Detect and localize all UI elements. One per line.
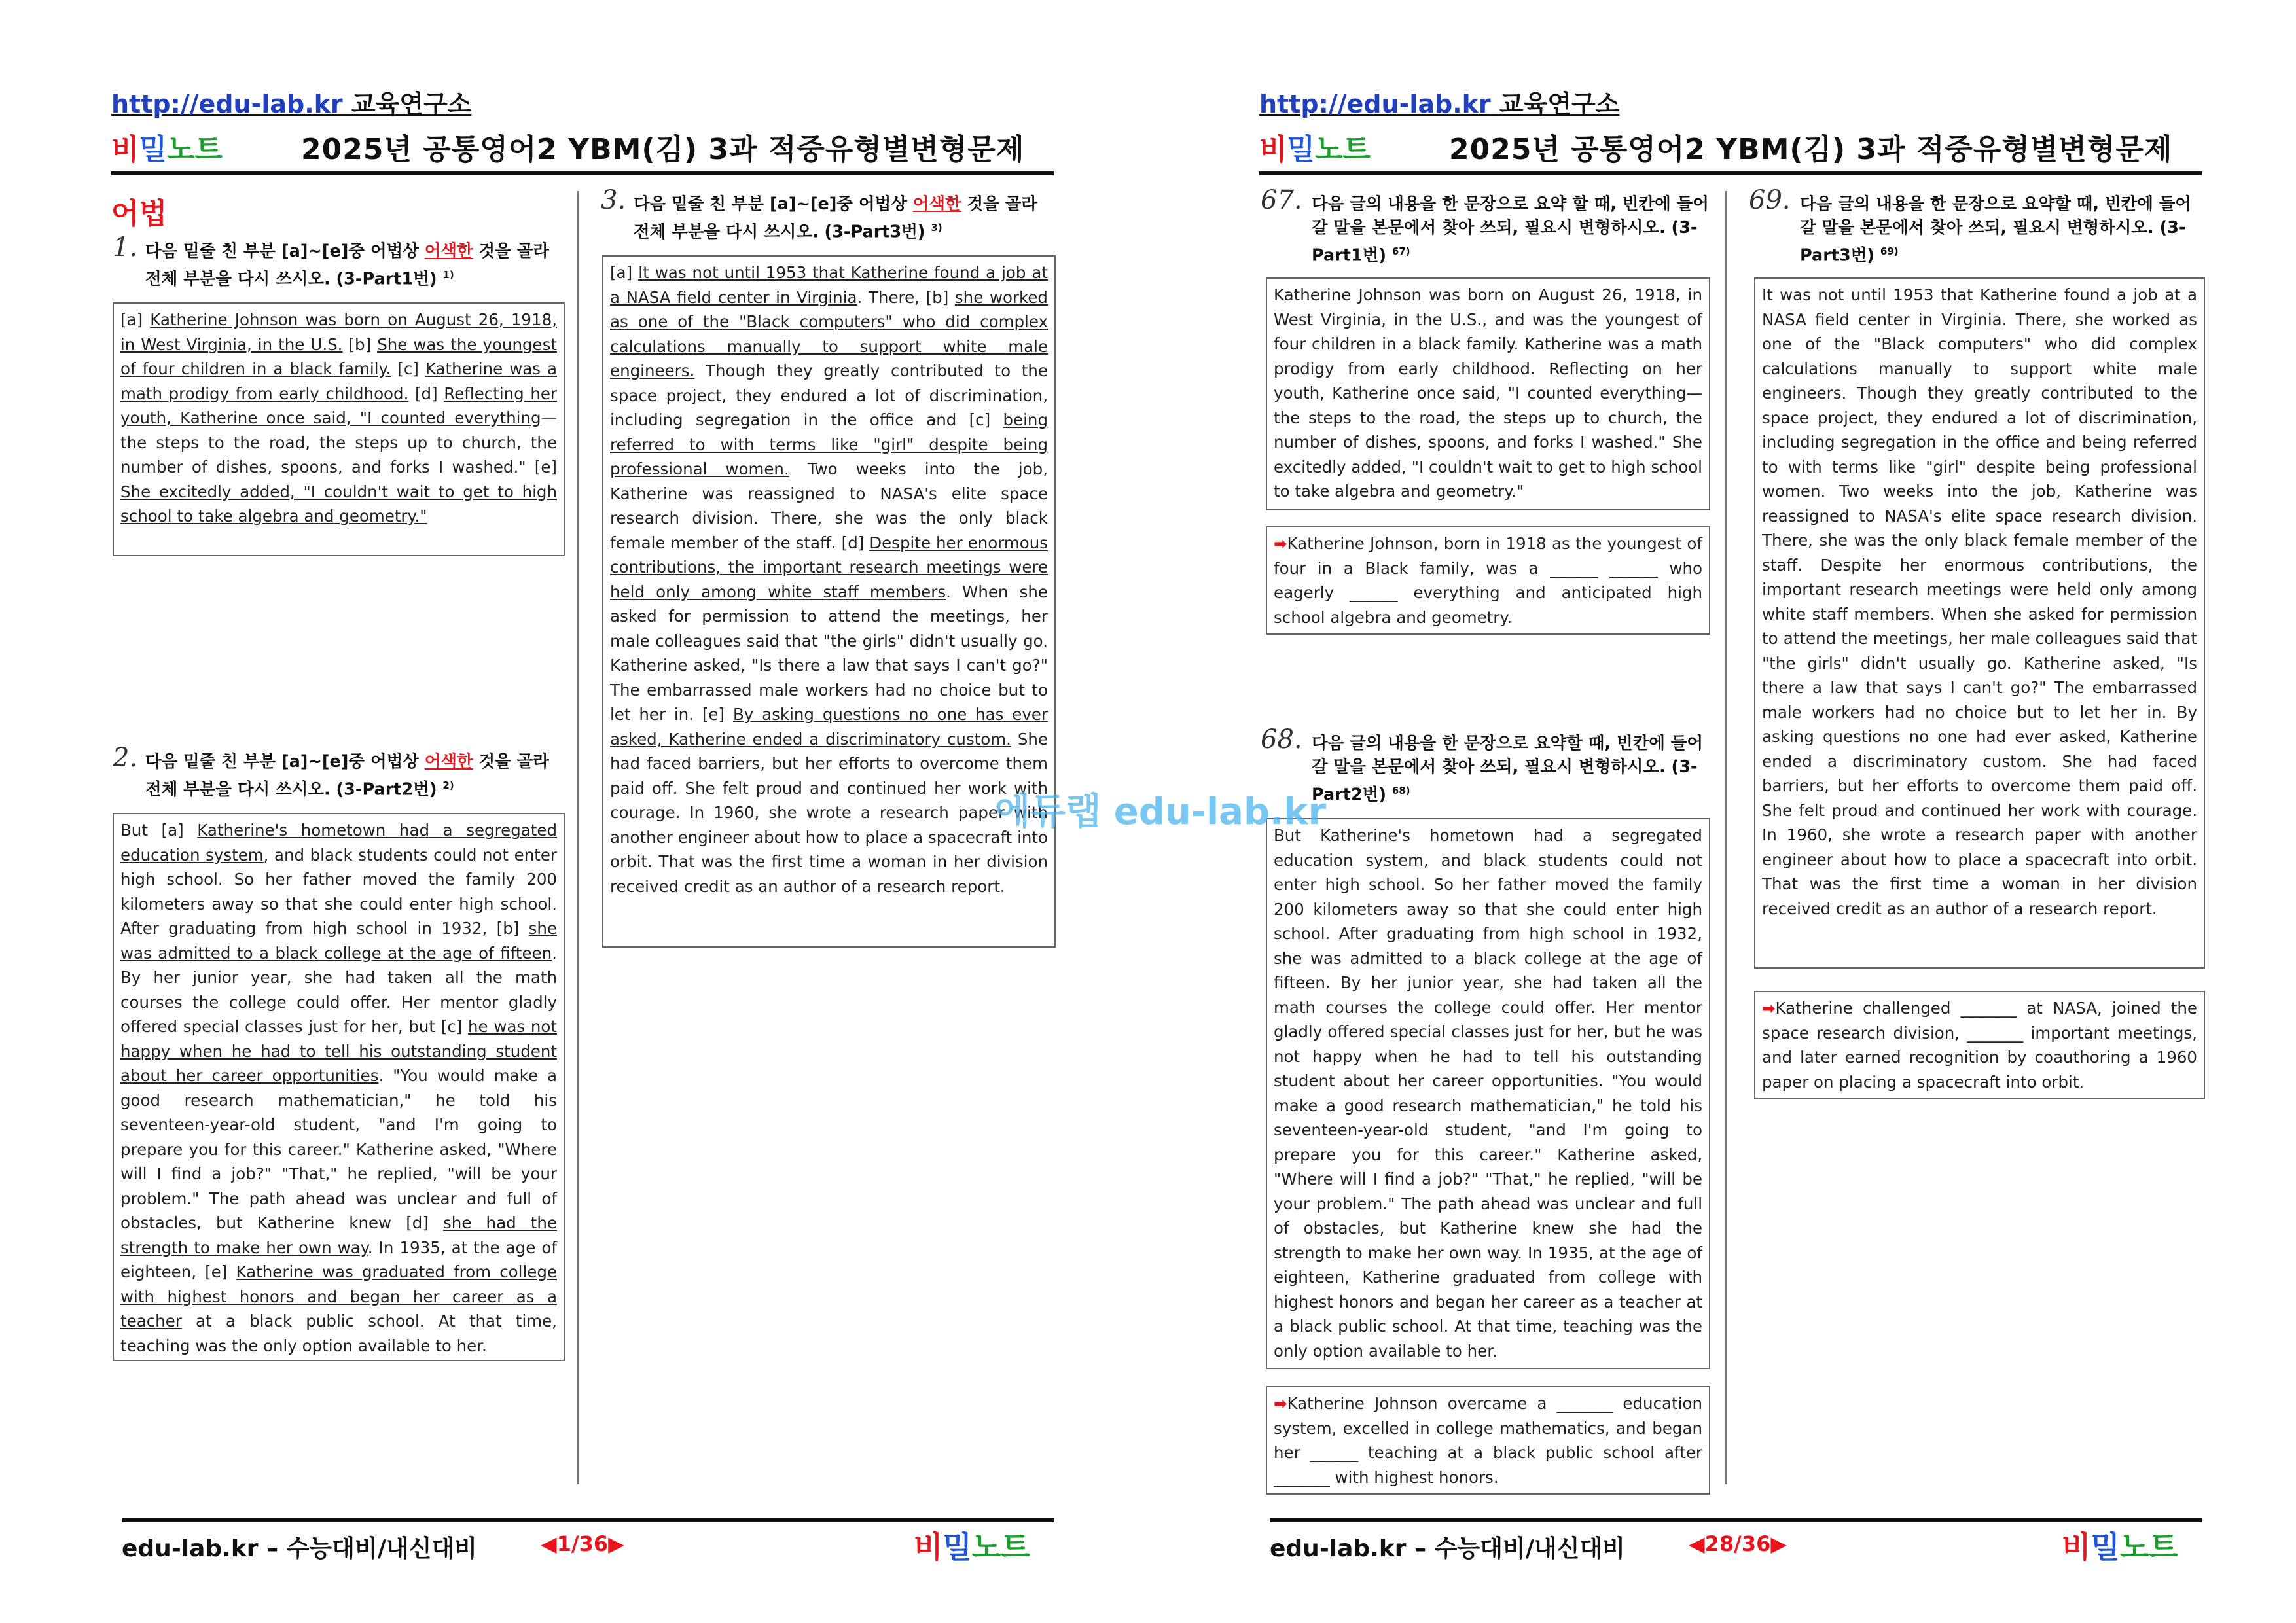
summary-box-67: ➡Katherine Johnson, born in 1918 as the youngest of four in a Black family, was a ______ ______ who eagerly ______ everything and anticipated high school algebra and geometry. [1266, 526, 1710, 635]
footer-text: edu-lab.kr – 수능대비/내신대비 [1270, 1535, 1625, 1562]
passage-box-69: It was not until 1953 that Katherine found a job at a NASA field center in Virginia. There, she worked as one of the "Black computers" who did complex calculations manually to support white male engineers. Though they greatly contributed to the space project, they endured a lot of discrimination, including segregation in the office and being referred to with terms like "girl" despite being professional women. Two weeks into the job, Katherine was reassigned to NASA's elite space research division. There, she was the only black female member of the staff. Despite her enormous contributions, the important research meetings were held only among white staff members. When she asked for permission to attend the meetings, her male colleagues said that "the girls" didn't usually go. Katherine asked, "Is there a law that says I can't go?" The embarrassed male workers had no choice but to let her in. By asking questions no one had ever asked, Katherine ended a discriminatory custom. She had faced barriers, but her efforts to overcome them paid off. She felt proud and continued her work with courage. In 1960, she wrote a research paper with another engineer about how to place a spacecraft into orbit. That was the first time a woman in her division received credit as an author of a research report. [1754, 277, 2205, 969]
question-67: 67. 다음 글의 내용을 한 문장으로 요약 할 때, 빈칸에 들어갈 말을 본문에서 찾아 쓰되, 필요시 변형하시오. (3-Part1번) $^{67)}$ [1261, 185, 1709, 266]
header-divider [1259, 171, 2202, 175]
site-link[interactable]: http://edu-lab.kr 교육연구소 [1259, 90, 1620, 118]
question-69: 69. 다음 글의 내용을 한 문장으로 요약할 때, 빈칸에 들어갈 말을 본문에서 찾아 쓰되, 필요시 변형하시오. (3-Part3번) $^{69)}$ [1749, 185, 2192, 266]
summary-box-69: ➡Katherine challenged _______ at NASA, joined the space research division, _______ important meetings, and later earned recognition by coauthoring a 1960 paper on placing a spacecraft into orbit. [1754, 991, 2205, 1099]
passage-box-3: [a] It was not until 1953 that Katherine found a job at a NASA field center in Virginia. There, [b] she worked as one of the "Black computers" who did complex calculations manually to support white male engineers. Though they greatly contributed to the space project, they endured a lot of discrimination, including segregation in the office and [c] being referred to with terms like "girl" despite being professional women. Two weeks into the job, Katherine was reassigned to NASA's elite space research division. There, she was the only black female member of the staff. [d] Despite her enormous contributions, the important research meetings were held only among white staff members. When she asked for permission to attend the meetings, her male colleagues said that "the girls" didn't usually go. Katherine asked, "Is there a law that says I can't go?" The embarrassed male workers had no choice but to let her in. [e] By asking questions no one has ever asked, Katherine ended a discriminatory custom. She had faced barriers, but her efforts to overcome them paid off. She felt proud and continued her work with courage. In 1960, she wrote a research paper with another engineer about how to place a spacecraft into orbit. That was the first time a woman in her division received credit as an author of a research report. [602, 255, 1056, 948]
page-header [1259, 126, 2202, 173]
question-number: 1. [113, 232, 138, 262]
question-3: 3. 다음 밑줄 친 부분 [a]~[e]중 어법상 어색한 것을 골라 전체 부분을 다시 쓰시오. (3-Part3번) $^{3)}$ [601, 185, 1037, 242]
footer-brand-logo: 비밀노트 [2062, 1529, 2178, 1565]
passage-box-1: [a] Katherine Johnson was born on August 26, 1918, in West Virginia, in the U.S. [b] She was the youngest of four children in a black family. [c] Katherine was a math prodigy from early childhood. [d] Reflecting her youth, Katherine once said, "I counted everything—the steps to the road, the steps up to church, the number of dishes, spoons, and forks I washed." [e] She excitedly added, "I couldn't wait to get to high school to take algebra and geometry." [113, 302, 565, 556]
footer-divider [122, 1518, 1054, 1522]
question-number: 2. [113, 743, 138, 773]
footer-text: edu-lab.kr – 수능대비/내신대비 [122, 1535, 477, 1562]
question-number: 3. [601, 185, 626, 215]
brand-logo: 비밀노트 [111, 133, 223, 166]
question-number: 67. [1261, 185, 1302, 215]
passage-box-67: Katherine Johnson was born on August 26, 1918, in West Virginia, in the U.S., and was the youngest of four children in a black family. Katherine was a math prodigy from early childhood. Reflecting on her youth, Katherine once said, "I counted everything—the steps to the road, the steps up to church, the number of dishes, spoons, and forks I washed." She excitedly added, "I couldn't wait to get to high school to take algebra and geometry." [1266, 277, 1710, 510]
passage-box-68: But Katherine's hometown had a segregated education system, and black students could not enter high school. So her father moved the family 200 kilometers away so that she could enter high school. After graduating from high school in 1932, she was admitted to a black college at the age of fifteen. By her junior year, she had taken all the math courses the college could offer. Her mentor gladly offered special classes just for her, but he was not happy when he had to tell his outstanding student about her career opportunities. "You would make a good research mathematician," he told his seventeen-year-old student, "and I'm going to prepare you for this career." Katherine asked, "Where will I find a job?" "That," he replied, "will be your problem." The path ahead was unclear and full of obstacles, but Katherine knew she had the strength to make her own way. In 1935, at the age of eighteen, Katherine graduated from college with highest honors and began her career as a teacher at a black public school. At that time, teaching was the only option available to her. [1266, 818, 1710, 1369]
footer-brand-logo: 비밀노트 [914, 1529, 1030, 1565]
document-title: 2025년 공통영어2 YBM(김) 3과 적중유형별변형문제 [1449, 133, 2173, 166]
page-number: ◀1/36▶ [541, 1531, 624, 1556]
page-header [111, 126, 1054, 173]
question-number: 69. [1749, 185, 1791, 215]
page-number: ◀28/36▶ [1689, 1531, 1787, 1556]
footer-divider [1270, 1518, 2202, 1522]
question-2: 2. 다음 밑줄 친 부분 [a]~[e]중 어법상 어색한 것을 골라 전체 부분을 다시 쓰시오. (3-Part2번) $^{2)}$ [113, 743, 549, 800]
section-label-grammar: 어법 [111, 197, 168, 230]
document-title: 2025년 공통영어2 YBM(김) 3과 적중유형별변형문제 [301, 133, 1025, 166]
passage-box-2: But [a] Katherine's hometown had a segregated education system, and black students could not enter high school. So her father moved the family 200 kilometers away so that she could enter high school. After graduating from high school in 1932, [b] she was admitted to a black college at the age of fifteen. By her junior year, she had taken all the math courses the college could offer. Her mentor gladly offered special classes just for her, but [c] he was not happy when he had to tell his outstanding student about her career opportunities. "You would make a good research mathematician," he told his seventeen-year-old student, "and I'm going to prepare you for this career." Katherine asked, "Where will I find a job?" "That," he replied, "will be your problem." The path ahead was unclear and full of obstacles, but Katherine knew [d] she had the strength to make her own way. In 1935, at the age of eighteen, [e] Katherine was graduated from college with highest honors and began her career as a teacher at a black public school. At that time, teaching was the only option available to her. [113, 813, 565, 1361]
column-divider [1725, 191, 1727, 1484]
question-68: 68. 다음 글의 내용을 한 문장으로 요약할 때, 빈칸에 들어갈 말을 본문에서 찾아 쓰되, 필요시 변형하시오. (3-Part2번) $^{68)}$ [1261, 724, 1704, 805]
header-divider [111, 171, 1054, 175]
column-divider [577, 191, 579, 1484]
site-link[interactable]: http://edu-lab.kr 교육연구소 [111, 90, 472, 118]
arrow-right-icon: ➡ [1762, 999, 1776, 1018]
summary-box-68: ➡Katherine Johnson overcame a _______ education system, excelled in college mathematics, and began her ______ teaching at a black public school after _______ with highest honors. [1266, 1386, 1710, 1495]
watermark: 에듀랩 edu-lab.kr [995, 791, 1327, 833]
question-1: 1. 다음 밑줄 친 부분 [a]~[e]중 어법상 어색한 것을 골라 전체 부분을 다시 쓰시오. (3-Part1번) $^{1)}$ [113, 232, 549, 289]
arrow-right-icon: ➡ [1274, 1394, 1287, 1413]
brand-logo: 비밀노트 [1259, 133, 1371, 166]
arrow-right-icon: ➡ [1274, 534, 1287, 553]
question-number: 68. [1261, 724, 1302, 755]
